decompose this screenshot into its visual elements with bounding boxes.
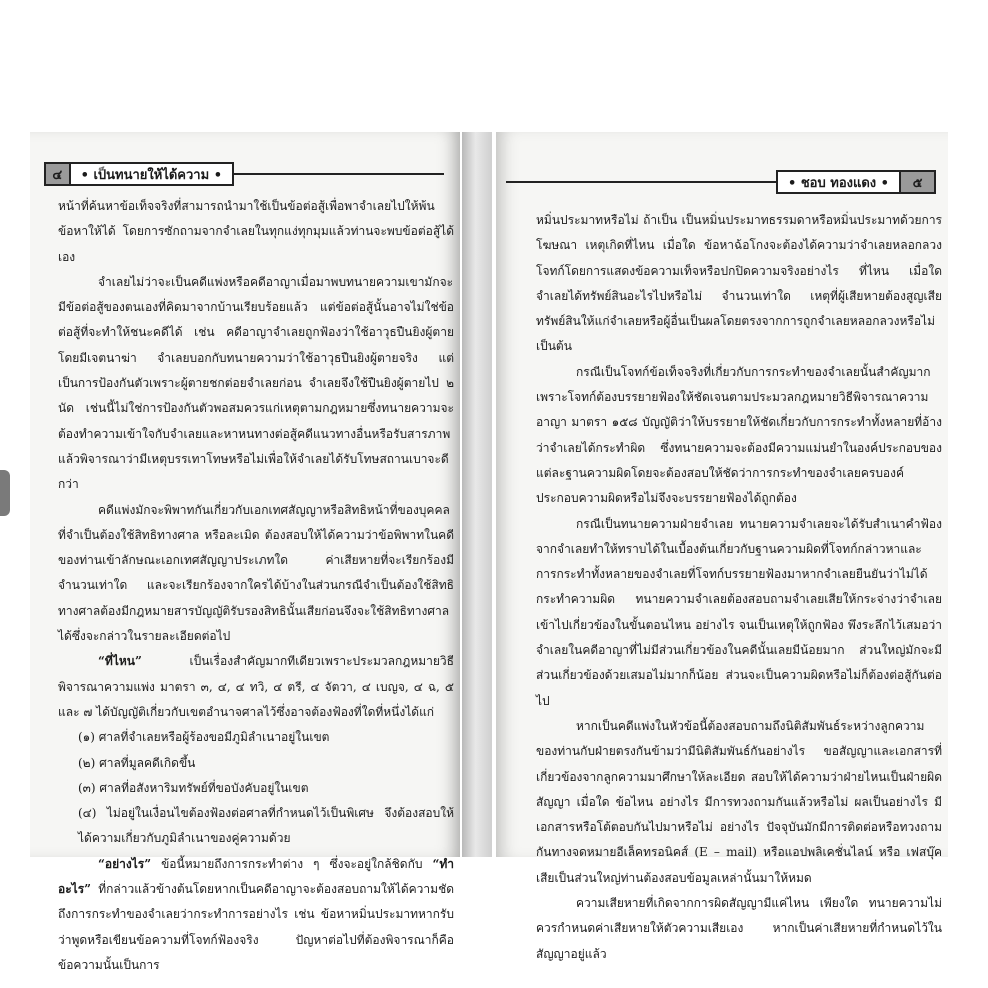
left-body — [58, 194, 454, 978]
right-header-title: • ชอบ ทองแดง • — [788, 175, 889, 191]
right-paragraph-4: หากเป็นคดีแพ่งในหัวข้อนี้ต้องสอบถามถึงนิติสัมพันธ์ระหว่างลูกความของท่านกับฝ่ายตรงกันข้ามว่ามีนิติสัมพันธ์กันอย่างไร ขอสัญญาและเอกสารที่เกี่ยวข้องจากลูกความมาศึกษาให้ละเอียด สอบให้ได้ความว่าฝ่ายไหนเป็นฝ่ายผิดสัญญา เมื่อใด ข้อไหน อย่างไร มีการทวงถามกันแล้วหรือไม่ ผลเป็นอย่างไร มีเอกสารหรือโต้ตอบกันไปมาหรือไม่ อย่างไร ปัจจุบันมักมีการติดต่อหรือทวงถามกันทางจดหมายอีเล็คทรอนิคส์ (E – mail) หรือแอปพลิเคชั่นไลน์ หรือ เฟสบุ๊ค เสียเป็นส่วนใหญ่ท่านต้องสอบข้อมูลเหล่านั้นมาให้หมด — [536, 718, 942, 885]
right-paragraph-2: กรณีเป็นโจทก์ข้อเท็จจริงที่เกี่ยวกับการกระทำของจำเลยนั้นสำคัญมากเพราะโจทก์ต้องบรรยายฟ้องให้ชัดเจนตามประมวลกฎหมายวิธีพิจารณาความอาญา มาตรา ๑๕๘ บัญญัติว่าให้บรรยายให้ชัดเกี่ยวกับการกระทำทั้งหลายที่อ้างว่าจำเลยได้กระทำผิด ซึ่งทนายความจะต้องมีความแม่นยำในองค์ประกอบของแต่ละฐานความผิดโดยจะต้องสอบให้ชัดว่าการกระทำของจำเลยครบองค์ประกอบความผิดหรือไม่จึงจะบรรยายฟ้องได้ถูกต้อง — [536, 364, 942, 506]
right-header-rule — [506, 181, 776, 183]
how-term: “อย่างไร” — [98, 856, 152, 871]
where-term: “ที่ไหน” — [98, 654, 142, 669]
right-body — [536, 208, 942, 967]
left-header — [44, 162, 234, 186]
book-gutter — [462, 132, 492, 857]
left-page — [30, 132, 460, 972]
jurisdiction-item-3: (๓) ศาลที่อสังหาริมทรัพย์ที่ขอบังคับอยู่ในเขต — [78, 780, 309, 795]
how-term-2: “ทำอะไร” — [58, 856, 454, 897]
right-page — [496, 132, 948, 961]
right-paragraph-1: หมิ่นประมาทหรือไม่ ถ้าเป็น เป็นหมิ่นประมาทธรรมดาหรือหมิ่นประมาทด้วยการโฆษณา เหตุเกิดที่ไหน เมื่อใด ข้อหาฉ้อโกงจะต้องได้ความว่าจำเลยหลอกลวงโจทก์โดยการแสดงข้อความเท็จหรือปกปิดความจริงอย่างไร ที่ไหน เมื่อใด จำเลยได้ทรัพย์สินอะไรไปหรือไม่ จำนวนเท่าใด เหตุที่ผู้เสียหายต้องสูญเสียทรัพย์สินให้แก่จำเลยหรือผู้อื่นเป็นผลโดยตรงจากการถูกจำเลยหลอกลวงหรือไม่ เป็นต้น — [536, 213, 942, 354]
where-text: เป็นเรื่องสำคัญมากทีเดียวเพราะประมวลกฎหมายวิธีพิจารณาความแพ่ง มาตรา ๓, ๔, ๔ ทวิ, ๔ ตรี, ๔ จัตวา, ๔ เบญจ, ๔ ฉ, ๕ และ ๗ ได้บัญญัติเกี่ยวกับเขตอำนาจศาลไว้ซึ่งอาจต้องฟ้องที่ใดที่หนึ่งได้แก่ — [58, 654, 454, 719]
left-paragraph-how — [58, 852, 454, 978]
right-page-number: ๕ — [899, 172, 934, 192]
left-page-number: ๔ — [46, 164, 71, 184]
right-header — [776, 170, 936, 194]
left-header-rule — [234, 173, 444, 175]
left-header-title: • เป็นทนายให้ได้ความ • — [80, 167, 222, 183]
how-text-1: ข้อนี้หมายถึงการกระทำต่าง ๆ ซึ่งจะอยู่ใกล้ชิดกับ — [151, 856, 433, 871]
right-paragraph-5: ความเสียหายที่เกิดจากการผิดสัญญามีแค่ไหน เพียงใด ทนายความไม่ควรกำหนดค่าเสียหายให้ตัวความเสียเอง หากเป็นค่าเสียหายที่กำหนดไว้ในสัญญาอยู่แล้ว — [536, 896, 942, 961]
left-paragraph-2: จำเลยไม่ว่าจะเป็นคดีแพ่งหรือคดีอาญาเมื่อมาพบทนายความเขามักจะมีข้อต่อสู้ของตนเองที่คิดมาจากบ้านเรียบร้อยแล้ว แต่ข้อต่อสู้นั้นอาจไม่ใช่ข้อต่อสู้ที่จะทำให้ชนะคดีได้ เช่น คดีอาญาจำเลยถูกฟ้องว่าใช้อาวุธปืนยิงผู้ตายโดยมีเจตนาฆ่า จำเลยบอกกับทนายความว่าใช้อาวุธปืนยิงผู้ตายจริง แต่เป็นการป้องกันตัวเพราะผู้ตายชกต่อยจำเลยก่อน จำเลยจึงใช้ปืนยิงผู้ตายไป ๒ นัด เช่นนี้ไม่ใช่การป้องกันตัวพอสมควรแก่เหตุตามกฎหมายซึ่งทนายความจะต้องทำความเข้าใจกับจำเลยและหาหนทางต่อสู้คดีแนวทางอื่นหรือรับสารภาพแล้วพิจารณาว่ามีเหตุบรรเทาโทษหรือไม่เพื่อให้จำเลยได้รับโทษสถานเบาจะดีกว่า — [58, 274, 454, 492]
left-paragraph-1: หน้าที่ค้นหาข้อเท็จจริงที่สามารถนำมาใช้เป็นข้อต่อสู้เพื่อพาจำเลยไปให้พ้นข้อหาให้ได้ โดยการซักถามจากจำเลยในทุกแง่ทุกมุมแล้วท่านจะพบข้อต่อสู้ได้เอง — [58, 199, 454, 264]
binder-mark — [0, 470, 10, 516]
jurisdiction-item-1: (๑) ศาลที่จำเลยหรือผู้ร้องขอมีภูมิลำเนาอยู่ในเขต — [78, 730, 330, 745]
jurisdiction-item-4: (๔) ไม่อยู่ในเงื่อนไขต้องฟ้องต่อศาลที่กำหนดไว้เป็นพิเศษ จึงต้องสอบให้ได้ความเกี่ยวกับภูมิลำเนาของคู่ความด้วย — [78, 806, 454, 846]
how-text-2: ที่กล่าวแล้วข้างต้นโดยหากเป็นคดีอาญาจะต้องสอบถามให้ได้ความชัดถึงการกระทำของจำเลยว่ากระทำการอย่างไร เช่น ข้อหาหมิ่นประมาทหากรับว่าพูดหรือเขียนข้อความที่โจทก์ฟ้องจริง ปัญหาต่อไปที่ต้องพิจารณาก็คือข้อความนั้นเป็นการ — [58, 882, 454, 972]
left-paragraph-where — [58, 649, 454, 725]
jurisdiction-item-2: (๒) ศาลที่มูลคดีเกิดขึ้น — [78, 755, 196, 770]
right-paragraph-3: กรณีเป็นทนายความฝ่ายจำเลย ทนายความจำเลยจะได้รับสำเนาคำฟ้องจากจำเลยทำให้ทราบได้ในเบื้องต้นเกี่ยวกับฐานความผิดที่โจทก์กล่าวหาและการกระทำทั้งหลายของจำเลยที่โจทก์บรรยายฟ้องมาหากจำเลยยืนยันว่าไม่ได้กระทำความผิด ทนายความจำเลยต้องสอบถามจำเลยเสียให้กระจ่างว่าจำเลยเข้าไปเกี่ยวข้องในขั้นตอนไหน อย่างไร จนเป็นเหตุให้ถูกฟ้อง พึงระลึกไว้เสมอว่าจำเลยในคดีอาญาที่ไม่มีส่วนเกี่ยวข้องในคดีนั้นเลยมีน้อยมาก ส่วนใหญ่มักจะมีส่วนเกี่ยวข้องด้วยเสมอไม่มากก็น้อย ส่วนจะเป็นความผิดหรือไม่ก็ต้องต่อสู้กันต่อไป — [536, 516, 942, 708]
left-paragraph-3: คดีแพ่งมักจะพิพาทกันเกี่ยวกับเอกเทศสัญญาหรือสิทธิหน้าที่ของบุคคลที่จำเป็นต้องใช้สิทธิทางศาล หรือละเมิด ต้องสอบให้ได้ความว่าข้อพิพาทในคดีของท่านเข้าลักษณะเอกเทศสัญญาประเภทใด ค่าเสียหายที่จะเรียกร้องมีจำนวนเท่าใด และจะเรียกร้องจากใครได้บ้างในส่วนกรณีจำเป็นต้องใช้สิทธิทางศาลต้องมีกฎหมายสารบัญญัติรับรองสิทธินั้นเสียก่อนจึงจะใช้สิทธิทางศาลได้ซึ่งจะกล่าวในรายละเอียดต่อไป — [58, 502, 454, 644]
